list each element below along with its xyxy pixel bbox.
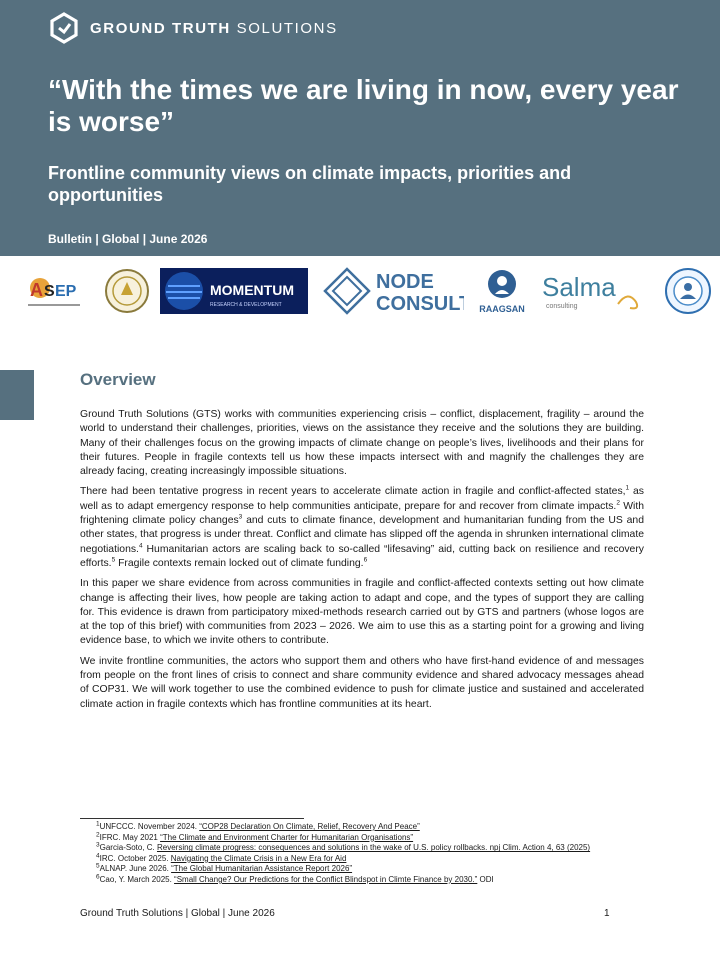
footnote-item: $^2$IFRC. May 2021 “The Climate and Environment Charter for Humanitarian Organisations” xyxy=(96,830,414,842)
svg-text:A: A xyxy=(30,280,43,300)
paragraph-3: In this paper we share evidence from across communities in fragile and conflict-affected contexts setting out how climate change is affecting their lives, how people are taking action to adapt and cope, and the types of support they are calling for. This evidence is drawn from participatory mixed-methods research carried out by GTS and partners (whose logos are at the top of this brief) with communities from 2023 – 2026. We aim to use this as a starting point for a growing and living evidence base, to which we invite others to contribute. xyxy=(80,578,644,647)
org-name-bold: GROUND TRUTH xyxy=(90,19,231,37)
svg-text:EP: EP xyxy=(55,283,77,300)
page-title: “With the times we are living in now, every year is worse” xyxy=(48,74,679,137)
footnote-item: $^1$UNFCCC. November 2024. “COP28 Declaration On Climate, Relief, Recovery And Peace” xyxy=(96,820,420,831)
consult-text: CONSULT xyxy=(376,293,464,315)
gts-hexagon-icon xyxy=(48,12,80,44)
footnote-item: $^6$Cao, Y. March 2025. “Small Change? Our Predictions for the Conflict Blindspot in Climte Finance by 2030.” ODI xyxy=(96,873,494,884)
org-name-light: SOLUTIONS xyxy=(236,19,338,37)
asep-logo xyxy=(26,268,82,314)
page-number: 1 xyxy=(604,908,610,919)
footnote-ref[interactable]: 4 xyxy=(138,542,143,550)
svg-text:S: S xyxy=(44,283,55,300)
raagsan-text: RAAGSAN xyxy=(479,304,525,314)
footnote-ref[interactable]: 2 xyxy=(616,499,620,507)
node-consult-logo xyxy=(322,266,464,316)
footnote-link[interactable]: Reversing climate progress: consequences and solutions in the wake of U.S. policy rollbacks. npj Clim. Action 4, 63 (2025) xyxy=(156,843,591,853)
footnote-link[interactable]: “COP28 Declaration On Climate, Relief, Recovery And Peace” xyxy=(199,822,420,831)
footnote-ref[interactable]: 1 xyxy=(625,485,630,493)
overview-heading: Overview xyxy=(80,370,156,389)
momentum-text: MOMENTUM xyxy=(210,282,294,298)
footnote-item: $^4$IRC. October 2025. Navigating the Climate Crisis in a New Era for Aid xyxy=(96,852,347,863)
paragraph-1: Ground Truth Solutions (GTS) works with communities experiencing crisis – conflict, displacement, fragility – around the world to understand their challenges, priorities, views on the assistance they receive and the solutions they are building. Many of their challenges focus on the growing impacts of climate change on people’s lives, livelihoods and their plans for their futures. People in fragile contexts tell us how these impacts intersect with and magnify the challenges they are already facing, creating increasingly impossible situations. xyxy=(80,409,644,478)
salma-sub: consulting xyxy=(546,303,578,310)
overview-body xyxy=(80,408,644,718)
salma-text: Salma xyxy=(542,272,616,302)
section-side-tab xyxy=(0,370,34,420)
footnote-ref[interactable]: 5 xyxy=(111,556,116,564)
footnote-ref[interactable]: 6 xyxy=(363,556,368,564)
footnote-link[interactable]: Navigating the Climate Crisis in a New Era for Aid xyxy=(170,853,347,863)
paragraph-4: We invite frontline communities, the actors who support them and others who have first-hand evidence of and messages from people on the front lines of crisis to connect and share community evidence and shared advocacy messages ahead of COP31. We will work together to use the combined evidence to push for climate justice and sustained and accelerated climate action in fragile contexts which has frontline communities at its heart. xyxy=(80,655,644,710)
brand xyxy=(48,12,338,44)
bulletin-meta: Bulletin | Global | June 2026 xyxy=(48,232,208,246)
header-banner xyxy=(0,0,720,256)
momentum-logo xyxy=(160,268,308,314)
footnote-link[interactable]: “The Global Humanitarian Assistance Report 2026” xyxy=(171,864,353,874)
org-name xyxy=(90,20,338,37)
partner-logos xyxy=(0,256,720,326)
momentum-sub: RESEARCH & DEVELOPMENT xyxy=(210,302,282,308)
node-text: NODE xyxy=(376,271,434,293)
page-footer: Ground Truth Solutions | Global | June 2026 xyxy=(80,908,275,919)
raagsan-logo xyxy=(474,266,530,316)
footnote-link[interactable]: “The Climate and Environment Charter for Humanitarian Organisations” xyxy=(160,832,414,842)
page-subtitle: Frontline community views on climate impacts, priorities and opportunities xyxy=(48,163,572,205)
round-seal-logo xyxy=(104,268,150,314)
footnotes xyxy=(96,822,666,886)
paragraph-2: There had been tentative progress in recent years to accelerate climate action in fragile and conflict-affected states,$^1$ as well as to adapt emergency response to help communities anticipate, prepare for and recover from climate impacts.$^2$ With frightening climate policy changes$^3$ and cuts to climate finance, development and humanitarian funding from the US and other states, that progress is under threat. Conflict and climate has slipped off the agenda in shrunken international climate negotiations.$^4$ Humanitarian actors are scaling back to so-called “lifesaving” aid, cutting back on resilience and recovery efforts.$^5$ Fragile contexts remain locked out of climate funding.$^6$ xyxy=(80,485,644,569)
footnote-link[interactable]: “Small Change? Our Predictions for the Conflict Blindspot in Climte Finance by 2030.” xyxy=(174,874,478,884)
footnote-item: $^3$Garcia-Soto, C. Reversing climate progress: consequences and solutions in the wake of U.S. policy rollbacks. npj Clim. Action 4, 63 (2025) xyxy=(96,841,591,853)
footnote-ref[interactable]: 3 xyxy=(238,513,243,521)
round-emblem-logo xyxy=(664,266,712,316)
footnote-divider xyxy=(80,818,304,819)
salma-logo xyxy=(540,266,648,316)
footnote-item: $^5$ALNAP. June 2026. “The Global Humanitarian Assistance Report 2026” xyxy=(96,862,353,874)
